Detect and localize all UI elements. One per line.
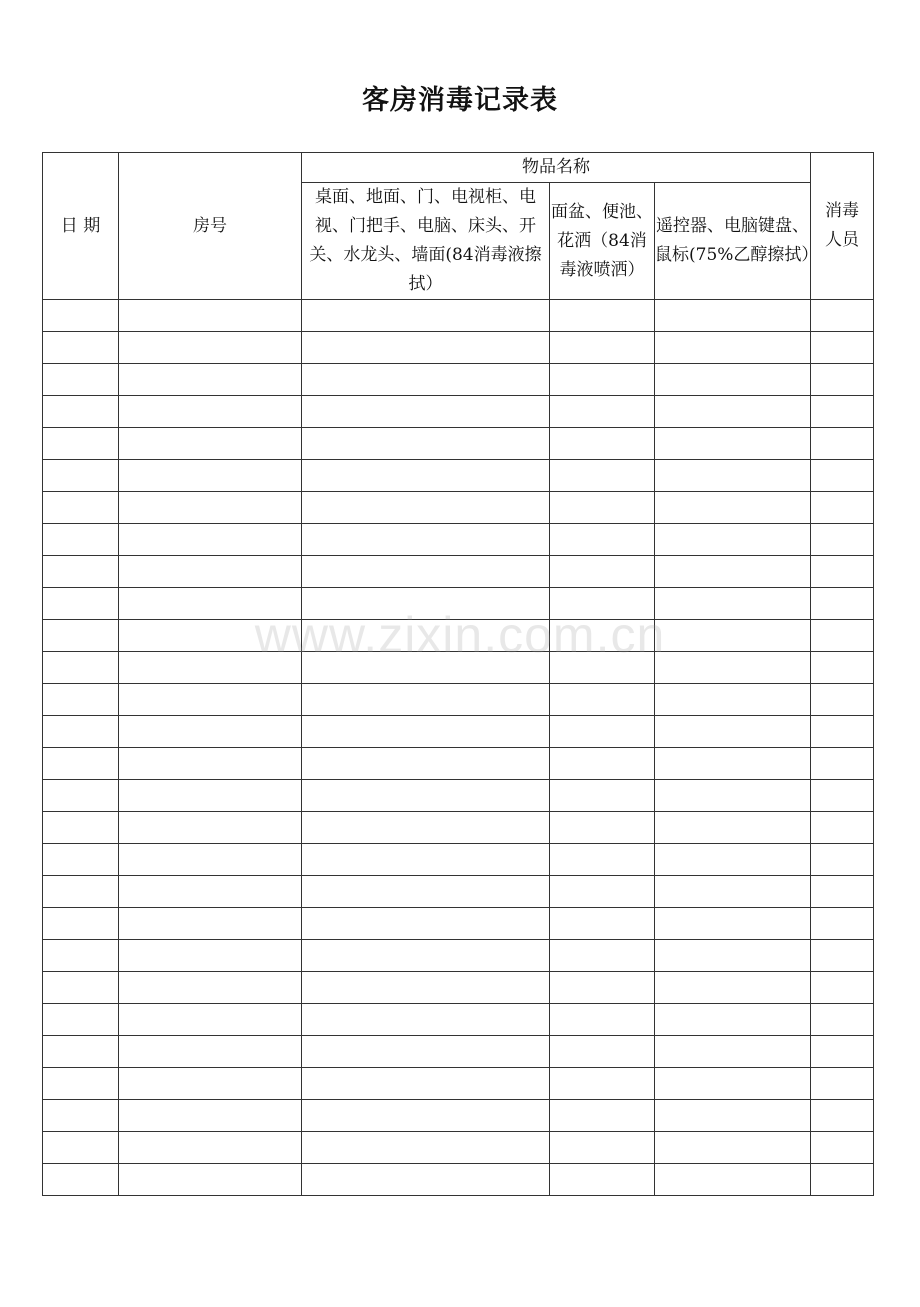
table-row xyxy=(43,908,874,940)
table-row xyxy=(43,524,874,556)
staff-cell[interactable] xyxy=(811,748,874,780)
item-electronics-cell[interactable] xyxy=(655,940,811,972)
table-row xyxy=(43,300,874,332)
item-bathroom-cell[interactable] xyxy=(550,1036,655,1068)
table-row xyxy=(43,1132,874,1164)
date-cell[interactable] xyxy=(43,716,119,748)
header-date: 日 期 xyxy=(43,153,119,300)
room-cell[interactable] xyxy=(119,588,302,620)
item-surfaces-cell[interactable] xyxy=(302,844,550,876)
item-surfaces-cell[interactable] xyxy=(302,1100,550,1132)
staff-cell[interactable] xyxy=(811,652,874,684)
room-cell[interactable] xyxy=(119,524,302,556)
room-cell[interactable] xyxy=(119,1100,302,1132)
page-title: 客房消毒记录表 xyxy=(362,85,558,116)
item-surfaces-cell[interactable] xyxy=(302,492,550,524)
item-surfaces-cell[interactable] xyxy=(302,1004,550,1036)
table-row xyxy=(43,1004,874,1036)
header-item-bathroom: 面盆、便池、花洒（84消毒液喷洒） xyxy=(550,183,655,300)
room-cell[interactable] xyxy=(119,972,302,1004)
room-cell[interactable] xyxy=(119,1132,302,1164)
item-electronics-cell[interactable] xyxy=(655,684,811,716)
staff-cell[interactable] xyxy=(811,620,874,652)
item-bathroom-cell[interactable] xyxy=(550,588,655,620)
date-cell[interactable] xyxy=(43,748,119,780)
item-bathroom-cell[interactable] xyxy=(550,748,655,780)
item-electronics-cell[interactable] xyxy=(655,460,811,492)
date-cell[interactable] xyxy=(43,1036,119,1068)
item-surfaces-cell[interactable] xyxy=(302,908,550,940)
date-cell[interactable] xyxy=(43,684,119,716)
item-electronics-cell[interactable] xyxy=(655,492,811,524)
item-bathroom-cell[interactable] xyxy=(550,908,655,940)
room-cell[interactable] xyxy=(119,780,302,812)
room-cell[interactable] xyxy=(119,1004,302,1036)
staff-cell[interactable] xyxy=(811,300,874,332)
item-surfaces-cell[interactable] xyxy=(302,812,550,844)
date-cell[interactable] xyxy=(43,1164,119,1196)
item-surfaces-cell[interactable] xyxy=(302,364,550,396)
item-surfaces-cell[interactable] xyxy=(302,300,550,332)
item-bathroom-cell[interactable] xyxy=(550,780,655,812)
date-cell[interactable] xyxy=(43,652,119,684)
table-row xyxy=(43,876,874,908)
item-bathroom-cell[interactable] xyxy=(550,1004,655,1036)
table-row xyxy=(43,812,874,844)
item-bathroom-cell[interactable] xyxy=(550,812,655,844)
date-cell[interactable] xyxy=(43,332,119,364)
item-bathroom-cell[interactable] xyxy=(550,300,655,332)
staff-cell[interactable] xyxy=(811,940,874,972)
header-room: 房号 xyxy=(119,153,302,300)
item-surfaces-cell[interactable] xyxy=(302,396,550,428)
item-surfaces-cell[interactable] xyxy=(302,972,550,1004)
staff-cell[interactable] xyxy=(811,364,874,396)
table-row xyxy=(43,716,874,748)
item-surfaces-cell[interactable] xyxy=(302,428,550,460)
item-bathroom-cell[interactable] xyxy=(550,1132,655,1164)
item-electronics-cell[interactable] xyxy=(655,844,811,876)
table-row xyxy=(43,844,874,876)
item-surfaces-cell[interactable] xyxy=(302,588,550,620)
table-row xyxy=(43,396,874,428)
date-cell[interactable] xyxy=(43,428,119,460)
item-bathroom-cell[interactable] xyxy=(550,620,655,652)
staff-cell[interactable] xyxy=(811,1004,874,1036)
item-electronics-cell[interactable] xyxy=(655,652,811,684)
item-electronics-cell[interactable] xyxy=(655,1004,811,1036)
table-row xyxy=(43,620,874,652)
item-bathroom-cell[interactable] xyxy=(550,844,655,876)
room-cell[interactable] xyxy=(119,1164,302,1196)
staff-cell[interactable] xyxy=(811,556,874,588)
item-electronics-cell[interactable] xyxy=(655,396,811,428)
header-item-names: 物品名称 xyxy=(302,153,811,183)
staff-cell[interactable] xyxy=(811,524,874,556)
date-cell[interactable] xyxy=(43,940,119,972)
room-cell[interactable] xyxy=(119,492,302,524)
item-electronics-cell[interactable] xyxy=(655,1068,811,1100)
header-item-surfaces: 桌面、地面、门、电视柜、电视、门把手、电脑、床头、开关、水龙头、墙面(84消毒液擦拭） xyxy=(302,183,550,300)
room-cell[interactable] xyxy=(119,620,302,652)
table-row xyxy=(43,780,874,812)
header-staff: 消毒人员 xyxy=(811,153,874,300)
room-cell[interactable] xyxy=(119,748,302,780)
item-bathroom-cell[interactable] xyxy=(550,1164,655,1196)
table-row xyxy=(43,588,874,620)
room-cell[interactable] xyxy=(119,652,302,684)
table-row xyxy=(43,684,874,716)
staff-cell[interactable] xyxy=(811,1132,874,1164)
item-bathroom-cell[interactable] xyxy=(550,492,655,524)
staff-cell[interactable] xyxy=(811,812,874,844)
item-bathroom-cell[interactable] xyxy=(550,332,655,364)
item-bathroom-cell[interactable] xyxy=(550,556,655,588)
item-bathroom-cell[interactable] xyxy=(550,1100,655,1132)
item-electronics-cell[interactable] xyxy=(655,556,811,588)
header-item-electronics: 遥控器、电脑键盘、鼠标(75%乙醇擦拭） xyxy=(655,183,811,300)
staff-cell[interactable] xyxy=(811,844,874,876)
item-surfaces-cell[interactable] xyxy=(302,716,550,748)
date-cell[interactable] xyxy=(43,972,119,1004)
item-surfaces-cell[interactable] xyxy=(302,460,550,492)
room-cell[interactable] xyxy=(119,844,302,876)
date-cell[interactable] xyxy=(43,364,119,396)
item-bathroom-cell[interactable] xyxy=(550,876,655,908)
date-cell[interactable] xyxy=(43,876,119,908)
item-surfaces-cell[interactable] xyxy=(302,876,550,908)
item-surfaces-cell[interactable] xyxy=(302,748,550,780)
staff-cell[interactable] xyxy=(811,332,874,364)
date-cell[interactable] xyxy=(43,300,119,332)
date-cell[interactable] xyxy=(43,396,119,428)
staff-cell[interactable] xyxy=(811,588,874,620)
item-electronics-cell[interactable] xyxy=(655,972,811,1004)
room-cell[interactable] xyxy=(119,716,302,748)
item-electronics-cell[interactable] xyxy=(655,1036,811,1068)
date-cell[interactable] xyxy=(43,1132,119,1164)
table-row xyxy=(43,1068,874,1100)
item-surfaces-cell[interactable] xyxy=(302,1164,550,1196)
staff-cell[interactable] xyxy=(811,972,874,1004)
staff-cell[interactable] xyxy=(811,396,874,428)
staff-cell[interactable] xyxy=(811,716,874,748)
table-row xyxy=(43,556,874,588)
item-bathroom-cell[interactable] xyxy=(550,524,655,556)
item-electronics-cell[interactable] xyxy=(655,876,811,908)
staff-cell[interactable] xyxy=(811,1100,874,1132)
item-electronics-cell[interactable] xyxy=(655,1164,811,1196)
staff-cell[interactable] xyxy=(811,876,874,908)
item-bathroom-cell[interactable] xyxy=(550,1068,655,1100)
staff-cell[interactable] xyxy=(811,1036,874,1068)
item-bathroom-cell[interactable] xyxy=(550,396,655,428)
room-cell[interactable] xyxy=(119,396,302,428)
table-row xyxy=(43,428,874,460)
room-cell[interactable] xyxy=(119,364,302,396)
item-electronics-cell[interactable] xyxy=(655,812,811,844)
item-electronics-cell[interactable] xyxy=(655,1132,811,1164)
date-cell[interactable] xyxy=(43,1068,119,1100)
table-row xyxy=(43,1164,874,1196)
date-cell[interactable] xyxy=(43,908,119,940)
item-surfaces-cell[interactable] xyxy=(302,780,550,812)
item-surfaces-cell[interactable] xyxy=(302,620,550,652)
item-electronics-cell[interactable] xyxy=(655,300,811,332)
table-row xyxy=(43,332,874,364)
staff-cell[interactable] xyxy=(811,492,874,524)
item-bathroom-cell[interactable] xyxy=(550,684,655,716)
room-cell[interactable] xyxy=(119,812,302,844)
item-electronics-cell[interactable] xyxy=(655,524,811,556)
date-cell[interactable] xyxy=(43,1100,119,1132)
date-cell[interactable] xyxy=(43,620,119,652)
date-cell[interactable] xyxy=(43,780,119,812)
item-bathroom-cell[interactable] xyxy=(550,364,655,396)
staff-cell[interactable] xyxy=(811,780,874,812)
table-row xyxy=(43,748,874,780)
table-row xyxy=(43,492,874,524)
date-cell[interactable] xyxy=(43,492,119,524)
room-cell[interactable] xyxy=(119,428,302,460)
table-row xyxy=(43,972,874,1004)
item-electronics-cell[interactable] xyxy=(655,908,811,940)
date-cell[interactable] xyxy=(43,1004,119,1036)
table-row xyxy=(43,1036,874,1068)
item-surfaces-cell[interactable] xyxy=(302,1132,550,1164)
item-electronics-cell[interactable] xyxy=(655,620,811,652)
item-surfaces-cell[interactable] xyxy=(302,652,550,684)
date-cell[interactable] xyxy=(43,588,119,620)
item-electronics-cell[interactable] xyxy=(655,364,811,396)
room-cell[interactable] xyxy=(119,684,302,716)
room-cell[interactable] xyxy=(119,940,302,972)
table-row xyxy=(43,1100,874,1132)
room-cell[interactable] xyxy=(119,556,302,588)
date-cell[interactable] xyxy=(43,844,119,876)
staff-cell[interactable] xyxy=(811,428,874,460)
staff-cell[interactable] xyxy=(811,684,874,716)
item-electronics-cell[interactable] xyxy=(655,716,811,748)
item-bathroom-cell[interactable] xyxy=(550,972,655,1004)
item-electronics-cell[interactable] xyxy=(655,780,811,812)
table-row xyxy=(43,940,874,972)
disinfection-record-table xyxy=(42,152,874,1196)
item-electronics-cell[interactable] xyxy=(655,1100,811,1132)
table-row xyxy=(43,364,874,396)
room-cell[interactable] xyxy=(119,876,302,908)
table-row xyxy=(43,460,874,492)
room-cell[interactable] xyxy=(119,300,302,332)
item-electronics-cell[interactable] xyxy=(655,588,811,620)
room-cell[interactable] xyxy=(119,460,302,492)
watermark: www.zixin.com.cn xyxy=(254,607,666,663)
date-cell[interactable] xyxy=(43,524,119,556)
item-bathroom-cell[interactable] xyxy=(550,652,655,684)
item-surfaces-cell[interactable] xyxy=(302,556,550,588)
item-surfaces-cell[interactable] xyxy=(302,1036,550,1068)
item-electronics-cell[interactable] xyxy=(655,428,811,460)
item-bathroom-cell[interactable] xyxy=(550,460,655,492)
staff-cell[interactable] xyxy=(811,460,874,492)
item-surfaces-cell[interactable] xyxy=(302,1068,550,1100)
item-electronics-cell[interactable] xyxy=(655,748,811,780)
room-cell[interactable] xyxy=(119,332,302,364)
room-cell[interactable] xyxy=(119,908,302,940)
staff-cell[interactable] xyxy=(811,1164,874,1196)
staff-cell[interactable] xyxy=(811,908,874,940)
table-row xyxy=(43,652,874,684)
room-cell[interactable] xyxy=(119,1068,302,1100)
item-surfaces-cell[interactable] xyxy=(302,940,550,972)
item-bathroom-cell[interactable] xyxy=(550,940,655,972)
item-surfaces-cell[interactable] xyxy=(302,524,550,556)
item-electronics-cell[interactable] xyxy=(655,332,811,364)
date-cell[interactable] xyxy=(43,812,119,844)
date-cell[interactable] xyxy=(43,556,119,588)
room-cell[interactable] xyxy=(119,1036,302,1068)
item-surfaces-cell[interactable] xyxy=(302,684,550,716)
item-bathroom-cell[interactable] xyxy=(550,716,655,748)
date-cell[interactable] xyxy=(43,460,119,492)
item-surfaces-cell[interactable] xyxy=(302,332,550,364)
staff-cell[interactable] xyxy=(811,1068,874,1100)
item-bathroom-cell[interactable] xyxy=(550,428,655,460)
